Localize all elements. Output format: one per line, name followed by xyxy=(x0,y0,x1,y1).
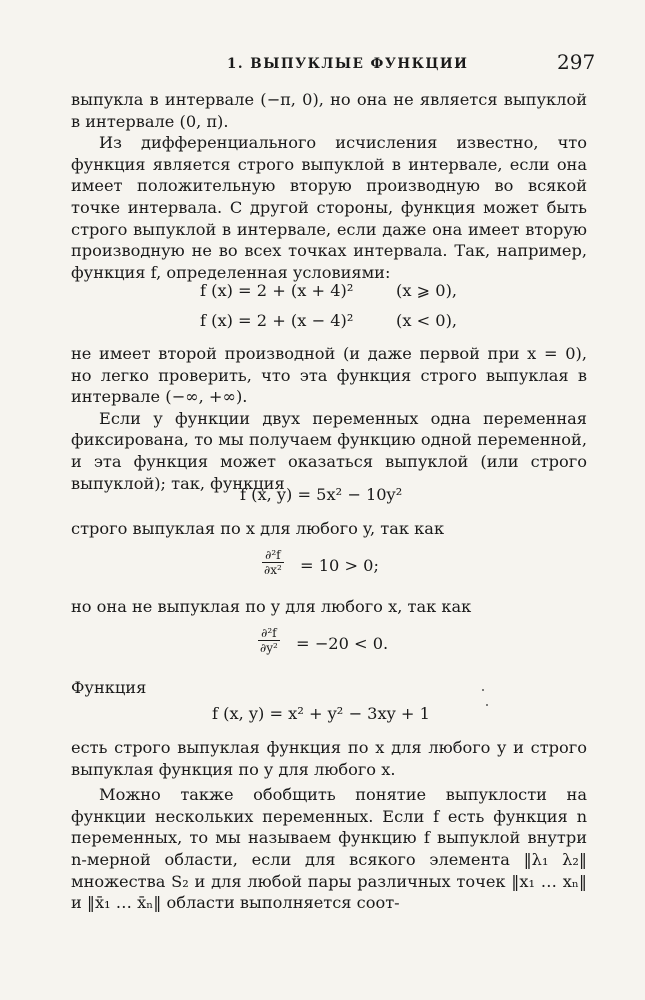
paragraph-3-block xyxy=(71,343,587,494)
equation-3: f (x, y) = 5x² − 10y² xyxy=(240,485,403,504)
equation-5-numerator: ∂²f xyxy=(258,626,280,641)
paragraph-9: Можно также обобщить понятие выпуклости на функции нескольких переменных. Если f есть функция n переменных, то мы называем функцию f выпуклой внутри n-мерной области, если для всякого элемента ‖λ₁ λ₂‖ множества S₂ и для любой пары различных точек ‖x₁ … xₙ‖ и ‖x̄₁ … x̄ₙ‖ области выполняется соот- xyxy=(71,785,587,913)
paragraph-6: но она не выпуклая по y для любого x, так как xyxy=(71,597,472,616)
paragraph-8-block xyxy=(71,737,587,914)
equation-4-numerator: ∂²f xyxy=(262,548,284,563)
equation-5-rest: = −20 < 0. xyxy=(296,634,389,653)
paragraph-5: строго выпуклая по x для любого y, так как xyxy=(71,519,445,538)
equation-2-condition: (x < 0), xyxy=(396,311,458,330)
page-number: 297 xyxy=(557,50,596,74)
page-header xyxy=(0,50,645,78)
equation-4-rest: = 10 > 0; xyxy=(300,556,379,575)
paragraph-1-block xyxy=(71,89,587,283)
equation-4-denominator: ∂x² xyxy=(264,563,282,577)
paragraph-6-block xyxy=(71,596,587,618)
paragraph-4: Если у функции двух переменных одна переменная фиксирована, то мы получаем функцию одной переменной, и эта функция может оказаться выпуклой (или строго выпуклой); так, функция xyxy=(71,408,587,493)
equation-5-denominator: ∂y² xyxy=(260,641,278,655)
paragraph-7: Функция xyxy=(71,678,147,697)
running-title: 1. ВЫПУКЛЫЕ ФУНКЦИИ xyxy=(227,56,469,72)
print-speck xyxy=(486,704,488,706)
equation-1-lhs: f (x) = 2 + (x + 4)² xyxy=(200,281,354,300)
paragraph-7-block xyxy=(71,677,587,699)
paragraph-3: не имеет второй производной (и даже первой при x = 0), но легко проверить, что эта функция строго выпуклая в интервале (−∞, +∞). xyxy=(71,344,587,407)
print-speck xyxy=(482,689,484,691)
equation-1-condition: (x ⩾ 0), xyxy=(396,281,458,300)
paragraph-2: Из дифференциального исчисления известно, что функция является строго выпуклой в интервале, если она имеет положительную вторую производную во всякой точке интервала. С другой стороны, функция может быть строго выпуклой в интервале, если даже она имеет вторую производную не во всех точках интервала. Так, например, функция f, определенная условиями: xyxy=(71,133,587,282)
paragraph-1: выпукла в интервале (−π, 0), но она не является выпуклой в интервале (0, π). xyxy=(71,90,587,131)
equation-4-fraction xyxy=(262,548,284,577)
equation-6: f (x, y) = x² + y² − 3xy + 1 xyxy=(212,704,430,723)
paragraph-5-block xyxy=(71,518,587,540)
equation-5-fraction xyxy=(258,626,280,655)
paragraph-8: есть строго выпуклая функция по x для любого y и строго выпуклая функция по y для любого x. xyxy=(71,738,587,779)
equation-2-lhs: f (x) = 2 + (x − 4)² xyxy=(200,311,354,330)
